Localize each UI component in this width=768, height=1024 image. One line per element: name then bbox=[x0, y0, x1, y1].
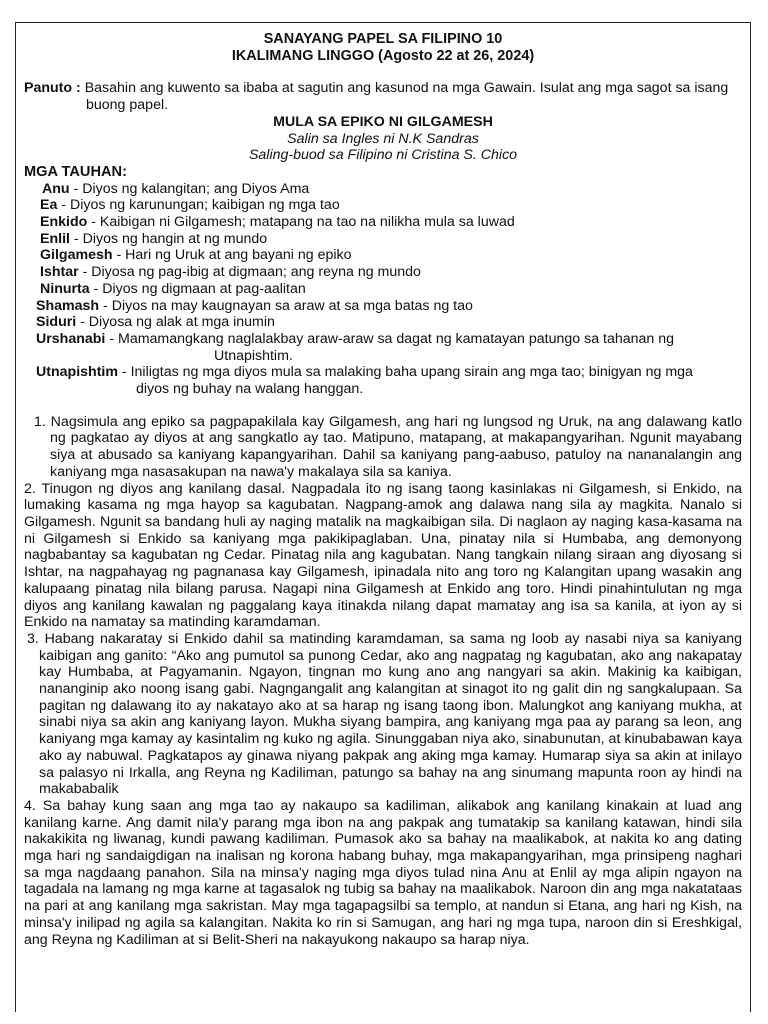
story-paragraph: 1. Nagsimula ang epiko sa pagpapakilala kay Gilgamesh, ang hari ng lungsod ng Uruk, na ang dalawang katlo ng pagkatao ay diyos at ang sangkatlo ay tao. Matipuno, matapang, at makapangyarihan. Ngunit mayabang siya at abusado sa kaniyang kapangyarihan. Dahil sa kaniyang pang-aabuso, patuloy na nananalangin ang kaniyang mga nasasakupan na nawa'y makalaya sila sa kaniya. bbox=[34, 413, 742, 480]
character-desc: - Diyosa ng pag-ibig at digmaan; ang reyna ng mundo bbox=[78, 264, 421, 281]
character-name: Enlil bbox=[40, 230, 70, 247]
character-item bbox=[40, 247, 742, 264]
story-adapter: Saling-buod sa Filipino ni Cristina S. Chico bbox=[248, 147, 518, 164]
character-desc: - Mamamangkang naglalakbay araw-araw sa dagat ng kamatayan patungo sa tahanan ng Utnapishtim. bbox=[105, 330, 675, 364]
character-name: Gilgamesh bbox=[40, 247, 113, 264]
character-item bbox=[24, 331, 742, 364]
character-name: Siduri bbox=[36, 314, 77, 331]
character-desc: - Diyos ng hangin at ng mundo bbox=[69, 230, 268, 247]
character-desc: - Diyosa ng alak at mga inumin bbox=[76, 314, 275, 331]
character-name: Shamash bbox=[36, 297, 100, 314]
character-item bbox=[40, 214, 742, 231]
characters-heading: MGA TAUHAN: bbox=[24, 163, 127, 180]
character-item bbox=[36, 298, 742, 315]
worksheet-body bbox=[16, 23, 750, 948]
character-item bbox=[24, 364, 742, 397]
character-desc: - Hari ng Uruk at ang bayani ng epiko bbox=[112, 247, 352, 264]
character-desc: - Diyos ng karunungan; kaibigan ng mga tao bbox=[57, 197, 340, 214]
instructions-text: Basahin ang kuwento sa ibaba at sagutin ang kasunod na mga Gawain. Isulat ang mga sagot sa isang buong papel. bbox=[80, 80, 729, 114]
character-item bbox=[42, 181, 742, 198]
character-desc: - Diyos na may kaugnayan sa araw at sa mga batas ng tao bbox=[99, 297, 473, 314]
story-title: MULA SA EPIKO NI GILGAMESH bbox=[273, 113, 493, 130]
character-item bbox=[40, 281, 742, 298]
story-paragraph: 4. Sa bahay kung saan ang mga tao ay nakaupo sa kadiliman, alikabok ang kanilang kinakain at luad ang kanilang karne. Ang damit nila'y parang mga ibon na ang pakpak ang tumatakip sa kanilang katawan, hindi sila nakakikita ng liwanag, kundi pawang kadiliman. Pumasok ako sa bahay na maalikabok, at nakita ko ang dating mga hari ng sandaigdigan na inalisan ng korona habang buhay, mga makapangyarihan, mga prinsipeng naghari sa mga nagdaang panahon. Sila na minsa'y naging mga diyos tulad nina Anu at Enlil ay mga alipin ngayon na tagadala na lamang ng mga karne at tagasalok ng tubig sa bahay na maalikabok. Naroon din ang mga nakatataas na pari at ang kanilang mga sakristan. May mga tagapagsilbi sa templo, at nandun si Etana, ang hari ng Kish, na minsa'y inilipad ng agila sa kalangitan. Nakita ko rin si Samugan, ang hari ng mga tupa, naroon din si Ereshkigal, ang Reyna ng Kadiliman at si Belit-Sheri na nakayukong nakaupo sa harap niya. bbox=[24, 797, 742, 948]
character-desc: - Iniligtas ng mga diyos mula sa malaking baha upang sirain ang mga tao; binigyan ng mga diyos ng buhay na walang hanggan. bbox=[117, 364, 693, 398]
character-item bbox=[40, 231, 742, 248]
character-name: Urshanabi bbox=[36, 330, 106, 347]
character-item bbox=[40, 197, 742, 214]
character-name: Anu bbox=[42, 180, 70, 197]
character-name: Ishtar bbox=[40, 264, 79, 281]
story-paragraphs bbox=[24, 414, 742, 949]
character-desc: - Diyos ng kalangitan; ang Diyos Ama bbox=[69, 180, 310, 197]
worksheet-frame bbox=[15, 22, 751, 1012]
character-name: Utnapishtim bbox=[36, 364, 118, 381]
instructions bbox=[24, 80, 742, 113]
character-name: Ea bbox=[40, 197, 58, 214]
character-name: Enkido bbox=[40, 214, 88, 231]
story-translator: Salin sa Ingles ni N.K Sandras bbox=[287, 130, 479, 147]
character-desc: - Diyos ng digmaan at pag-aalitan bbox=[89, 280, 306, 297]
worksheet-title: SANAYANG PAPEL SA FILIPINO 10 bbox=[263, 31, 503, 47]
worksheet-week: IKALIMANG LINGGO (Agosto 22 at 26, 2024) bbox=[231, 47, 535, 64]
character-item bbox=[36, 314, 742, 331]
character-name: Ninurta bbox=[40, 280, 90, 297]
story-paragraph: 2. Tinugon ng diyos ang kanilang dasal. Nagpadala ito ng isang taong kasinlakas ni Gilgamesh, si Enkido, na lumaking kasama ng mga hayop sa kagubatan. Nagpang-amok ang dalawa nang sila ay magkita. Nanalo si Gilgamesh. Ngunit sa bandang huli ay naging matalik na magkaibigan sila. Di naglaon ay naging kasa-kasama na ni Gilgamesh si Enkido sa kaniyang mga pakikipaglaban. Una, pinatay nila si Humbaba, ang demonyong nagbabantay sa kagubatan ng Cedar. Pinatag nila ang kagubatan. Nang tangkain nilang siraan ang diyosang si Ishtar, na nagpahayag ng pagnanasa kay Gilgamesh, ipinadala nito ang toro ng Kalangitan upang wasakin ang kalupaang pinatag nila bilang parusa. Nagapi nina Gilgamesh at Enkido ang toro. Hindi pinahintulutan ng mga diyos ang kanilang kawalan ng paggalang kaya itinakda nilang dapat mamatay ang isa sa kanila, at iyon ay si Enkido na namatay sa matinding karamdaman. bbox=[24, 480, 742, 631]
character-item bbox=[40, 264, 742, 281]
instructions-label: Panuto : bbox=[24, 80, 81, 97]
story-paragraph: 3. Habang nakaratay si Enkido dahil sa matinding karamdaman, sa sama ng loob ay nasabi niya sa kaniyang kaibigan ang ganito: “Ako ang pumutol sa punong Cedar, ako ang nagpatag ng kagubatan, ako ang nakapatay kay Humbaba, at Pagyamanin. Ngayon, tingnan mo kung ano ang nangyari sa akin. Makinig ka kaibigan, nananginip ako noong isang gabi. Nagngangalit ang kalangitan at sinagot ito ng galit din ng sangkalupaan. Sa pagitan ng dalawang ito ay nakatayo ako at sa harap ng isang taong ibon. Malungkot ang kaniyang mukha, at sinabi niya sa akin ang kaniyang layon. Mukha siyang bampira, ang kaniyang mga paa ay parang sa leon, ang kaniyang mga kamay ay kasintalim ng kuko ng agila. Sinunggaban niya ako, sinabunutan, at kinubabawan kaya ako ay nabuwal. Pagkatapos ay ginawa niyang pakpak ang aking mga kamay. Humarap siya sa akin at inilayo sa palasyo ni Irkalla, ang Reyna ng Kadiliman, patungo sa bahay na ang sinumang mapunta roon ay hindi na makababalik bbox=[27, 630, 742, 798]
character-desc: - Kaibigan ni Gilgamesh; matapang na tao na nilikha mula sa luwad bbox=[87, 214, 515, 231]
